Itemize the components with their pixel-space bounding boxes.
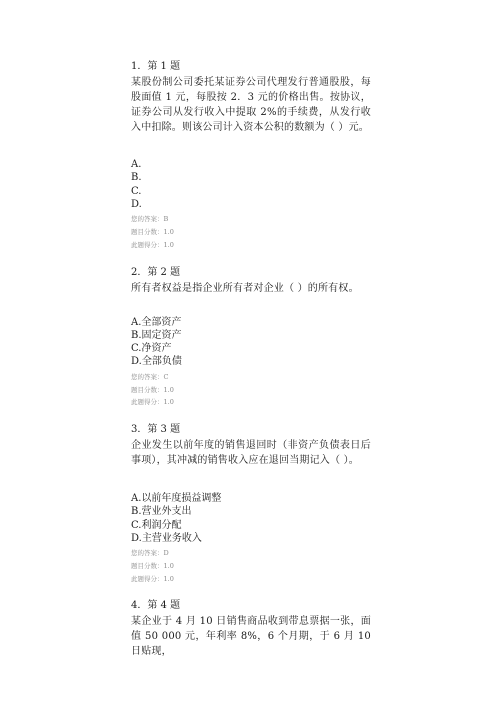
question-2-result (131, 371, 371, 409)
option-a[interactable]: A.全部资产 (131, 316, 182, 328)
earned-score: 此题得分：1.0 (131, 240, 174, 249)
question-3-options (131, 492, 371, 545)
option-b[interactable]: B. (131, 172, 142, 184)
exam-document (131, 60, 371, 659)
option-c[interactable]: C. (131, 185, 142, 197)
question-4 (131, 599, 371, 659)
question-2-title: 2．第 2 题 (131, 266, 181, 278)
your-answer: 您的答案：D (131, 549, 169, 558)
question-score: 题目分数：1.0 (131, 562, 174, 571)
earned-score: 此题得分：1.0 (131, 398, 174, 407)
option-b[interactable]: B.营业外支出 (131, 506, 192, 518)
question-3-stem: 企业发生以前年度的销售退回时（非资产负债表日后事项），其冲减的销售收入应在退回当期记入（ ）。 (131, 440, 371, 467)
question-4-title: 4．第 4 题 (131, 599, 181, 611)
question-1 (131, 60, 371, 252)
option-a[interactable]: A.以前年度损益调整 (131, 493, 222, 505)
option-a[interactable]: A. (131, 159, 142, 170)
your-answer: 您的答案：C (131, 372, 169, 381)
question-score: 题目分数：1.0 (131, 385, 174, 394)
question-2-options (131, 316, 371, 369)
option-c[interactable]: C.利润分配 (131, 519, 182, 531)
option-d[interactable]: D.全部负债 (131, 356, 182, 368)
question-1-options (131, 158, 371, 211)
question-1-stem: 某股份制公司委托某证券公司代理发行普通股股，每股面值 1 元，每股按 2．3 元的价格出售。按协议，证券公司从发行收入中提取 2%的手续费，从发行收入中扣除。则该公司计入资本公积的数额为（ ）元。 (131, 77, 371, 133)
earned-score: 此题得分：1.0 (131, 574, 174, 583)
question-4-stem: 某企业于 4 月 10 日销售商品收到带息票据一张，面值 50 000 元，年利率 8%，6 个月期，于 6 月 10 日贴现， (131, 615, 371, 657)
question-2 (131, 266, 371, 410)
question-score: 题目分数：1.0 (131, 227, 174, 236)
question-2-stem: 所有者权益是指企业所有者对企业（ ）的所有权。 (131, 282, 359, 294)
option-b[interactable]: B.固定资产 (131, 329, 182, 341)
option-d[interactable]: D. (131, 198, 142, 210)
question-3 (131, 423, 371, 586)
option-c[interactable]: C.净资产 (131, 343, 172, 355)
question-3-title: 3．第 3 题 (131, 424, 181, 436)
question-3-result (131, 547, 371, 585)
question-1-result (131, 213, 371, 251)
option-d[interactable]: D.主营业务收入 (131, 533, 202, 545)
your-answer: 您的答案：B (131, 215, 169, 224)
question-1-title: 1．第 1 题 (131, 61, 181, 72)
